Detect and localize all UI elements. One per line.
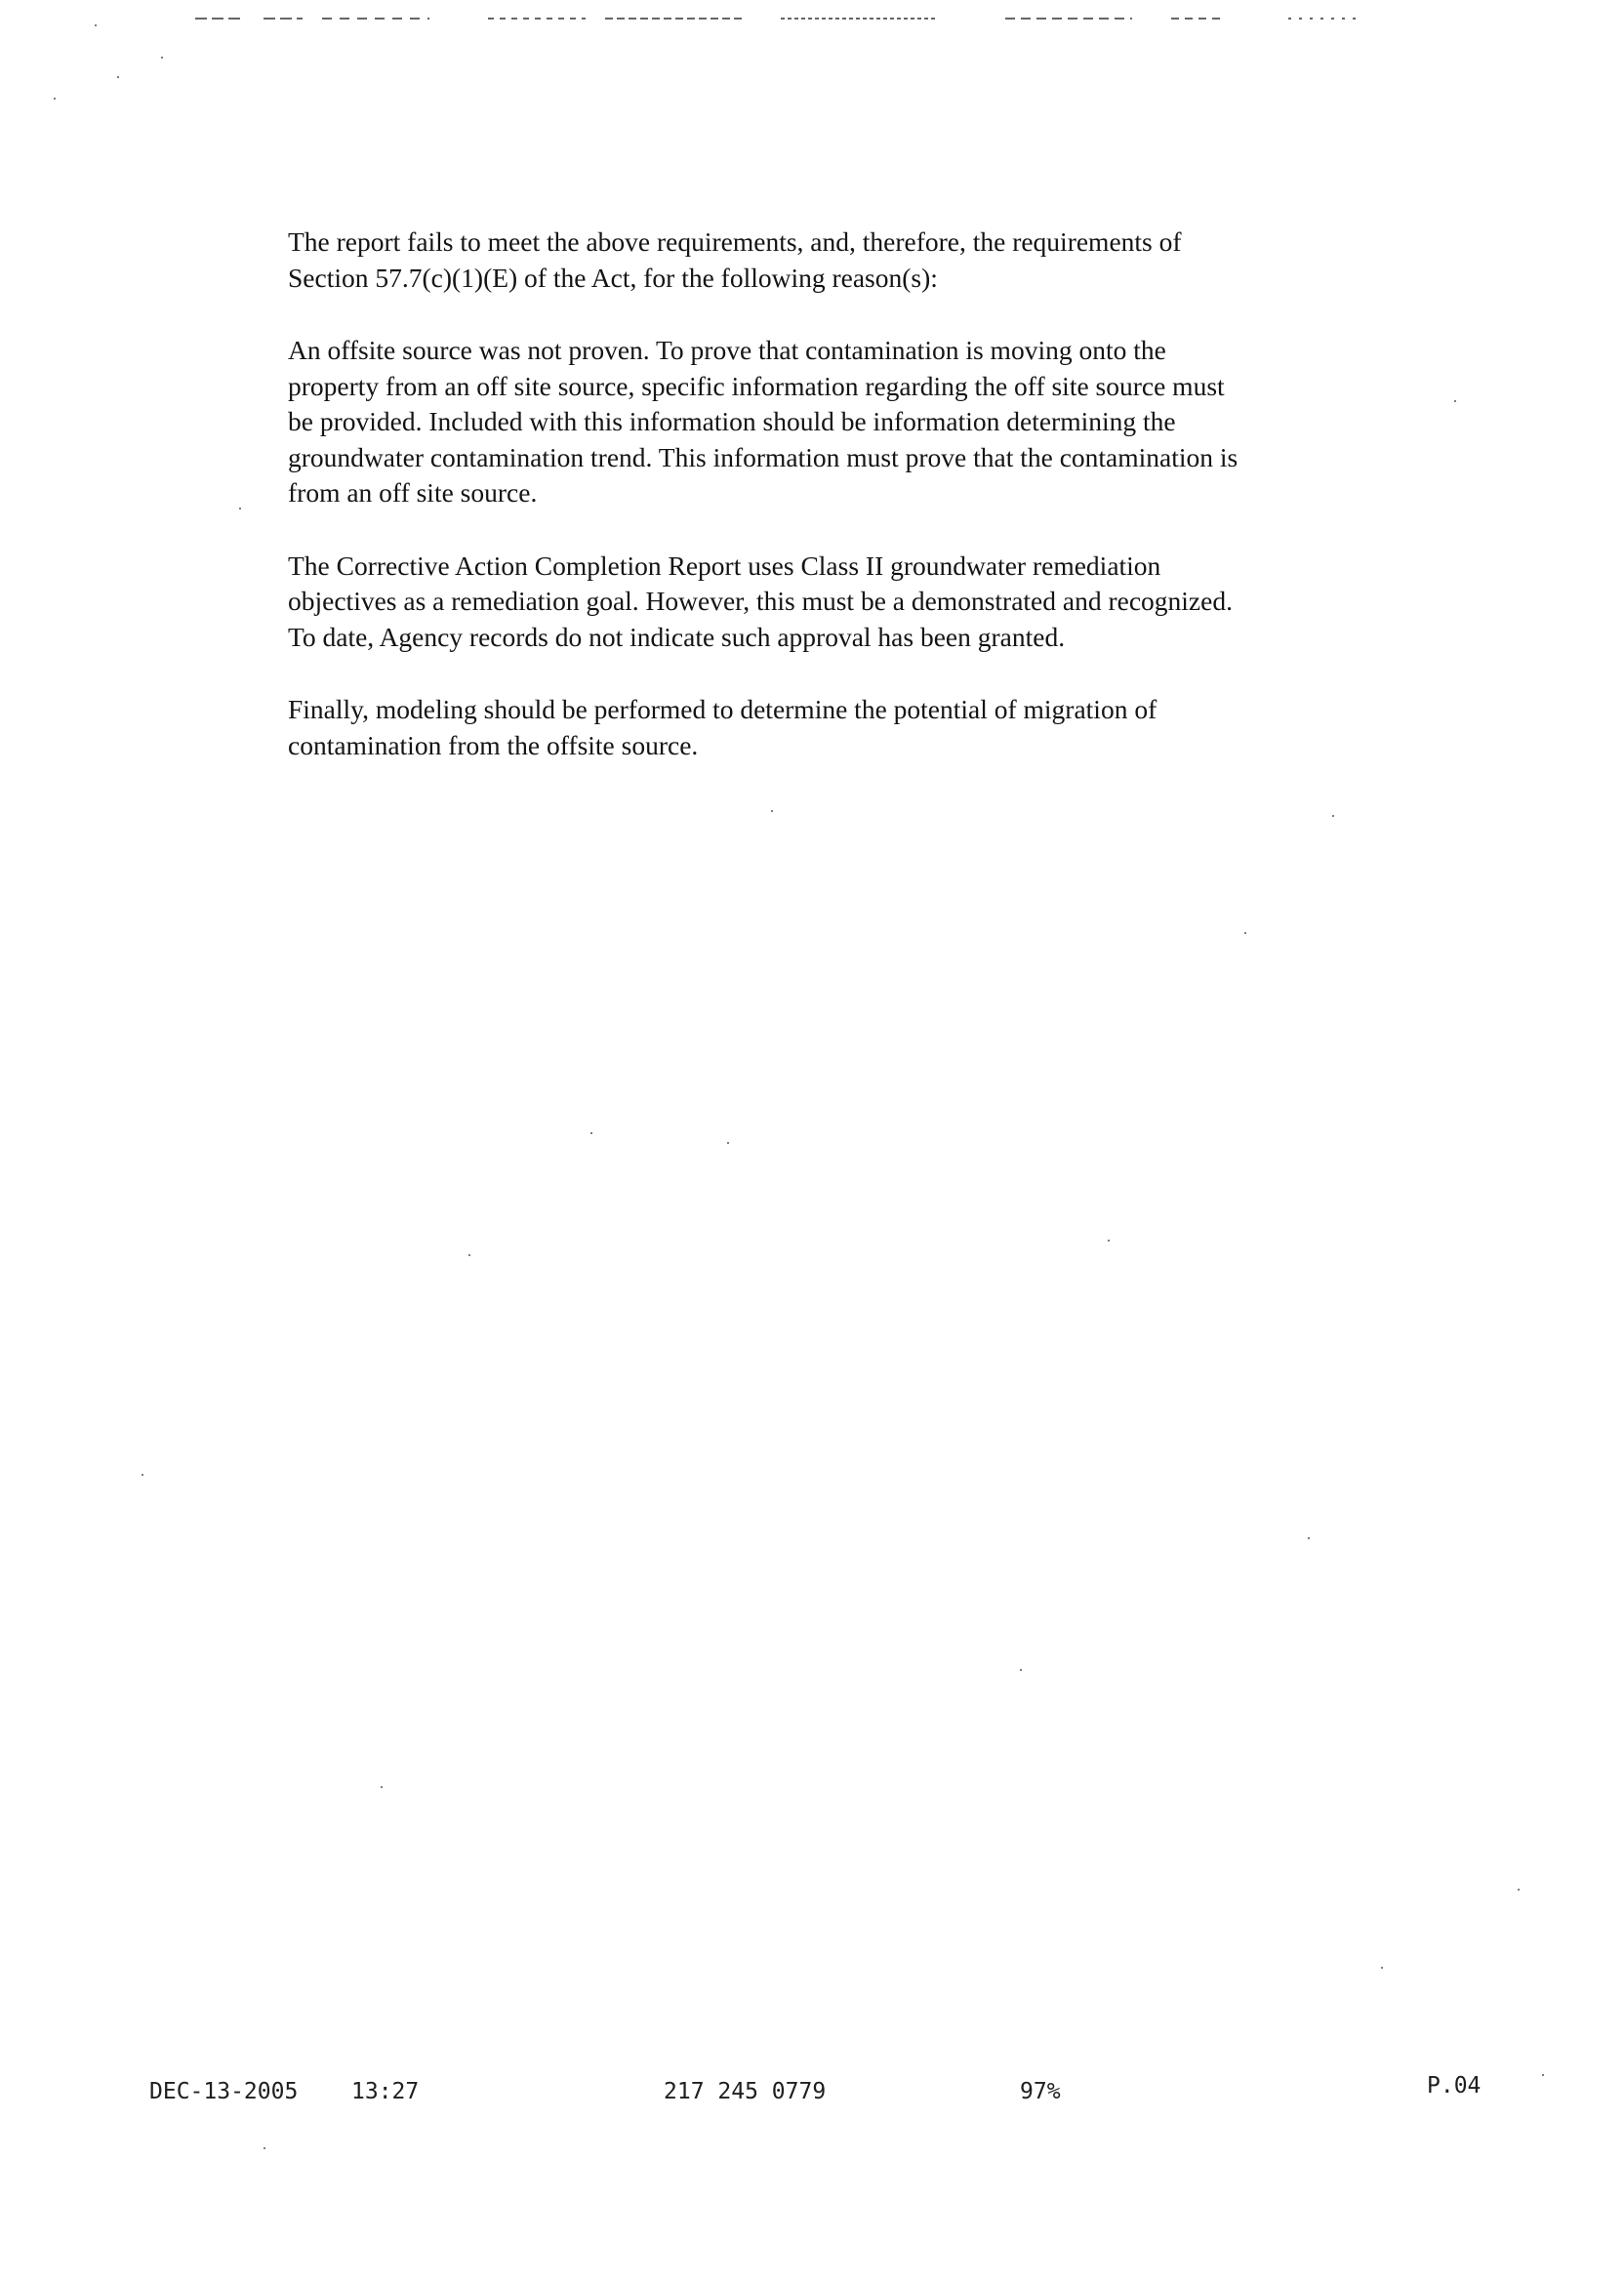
scan-speck: [1542, 2074, 1544, 2076]
scan-speck: [117, 76, 119, 78]
fax-time: 13:27: [351, 2079, 420, 2104]
text-line: An offsite source was not proven. To prove that contamination is moving onto the: [288, 335, 1166, 365]
scan-speck: [1244, 932, 1246, 934]
letter-body: [288, 224, 1430, 800]
scan-speck: [727, 1142, 729, 1144]
paragraph-offsite-source: [288, 333, 1430, 511]
scan-speck: [1454, 400, 1456, 402]
fax-header-noise: [195, 14, 1366, 23]
text-line: from an off site source.: [288, 477, 538, 508]
scan-speck: [1381, 1967, 1383, 1969]
fax-page-number: P.04: [1427, 2073, 1482, 2099]
fax-percent: 97%: [1020, 2079, 1061, 2104]
scan-speck: [1308, 1537, 1310, 1539]
text-line: be provided. Included with this information should be information determining the: [288, 406, 1176, 436]
scan-speck: [264, 2147, 265, 2149]
scan-speck: [381, 1786, 383, 1788]
scan-speck: [771, 810, 773, 812]
fax-phone: 217 245 0779: [664, 2079, 827, 2104]
fax-date: DEC-13-2005: [149, 2079, 299, 2104]
text-line: The Corrective Action Completion Report uses Class II groundwater remediation: [288, 550, 1161, 581]
scan-speck: [468, 1254, 470, 1256]
paragraph-class-ii: [288, 549, 1430, 656]
fax-footer: [0, 2073, 1624, 2118]
text-line: property from an off site source, specific information regarding the off site source must: [288, 370, 1225, 401]
paragraph-modeling: [288, 692, 1430, 763]
scan-speck: [161, 57, 163, 59]
scan-speck: [239, 508, 241, 509]
text-line: groundwater contamination trend. This information must prove that the contamination is: [288, 441, 1238, 472]
text-line: The report fails to meet the above requirements, and, therefore, the requirements of: [288, 226, 1182, 257]
text-line: Section 57.7(c)(1)(E) of the Act, for the following reason(s):: [288, 262, 938, 293]
scan-speck: [1518, 1889, 1520, 1891]
scan-speck: [1108, 1240, 1110, 1242]
text-line: contamination from the offsite source.: [288, 729, 699, 760]
text-line: Finally, modeling should be performed to determine the potential of migration of: [288, 694, 1157, 724]
scan-speck: [1020, 1669, 1022, 1671]
scan-speck: [54, 98, 56, 100]
scan-speck: [590, 1132, 592, 1134]
text-line: objectives as a remediation goal. However, this must be a demonstrated and recognized.: [288, 586, 1233, 616]
scan-speck: [142, 1474, 143, 1476]
text-line: To date, Agency records do not indicate such approval has been granted.: [288, 621, 1066, 652]
scan-speck: [1332, 815, 1334, 817]
paragraph-requirements: [288, 224, 1430, 296]
scan-speck: [95, 24, 97, 26]
